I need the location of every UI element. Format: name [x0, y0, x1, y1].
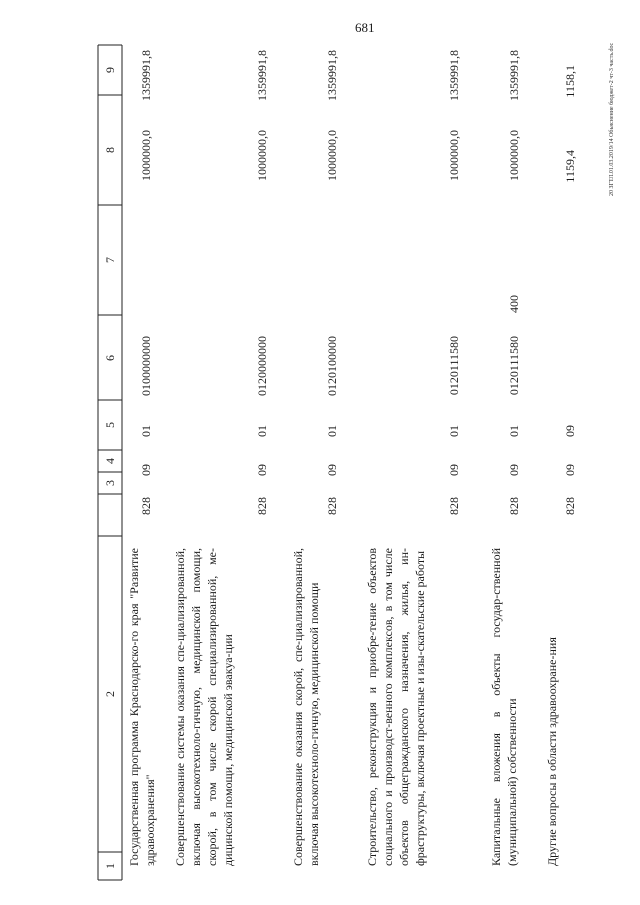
- cell-c3: 828: [447, 497, 461, 515]
- row-name: Совершенствование оказания скорой, спе-циализированной, включая высокотехноло-гичную, медицинской помощи: [291, 548, 321, 866]
- cell-c8: 1000000,0: [255, 130, 269, 181]
- cell-c9: 1359991,8: [139, 50, 153, 101]
- cell-c9: 1158,1: [563, 65, 577, 98]
- cell-c4: 09: [325, 464, 339, 476]
- row-name: Совершенствование системы оказания спе-циализированной, включая высокотехноло-гичную, медицинской помощи, скорой, в том числе скорой специализированной, ме-дицинской помощи, медицинской эвакуа-ции: [173, 548, 235, 866]
- cell-c6: 0120100000: [325, 336, 339, 396]
- header-col-2: 2: [103, 691, 117, 697]
- cell-c9: 1359991,8: [447, 50, 461, 101]
- cell-c3: 828: [255, 497, 269, 515]
- cell-c6: 0120000000: [255, 336, 269, 396]
- page-number: 681: [355, 20, 375, 35]
- cell-c6: 0120111580: [507, 336, 521, 396]
- cell-c8: 1000000,0: [325, 130, 339, 181]
- header-col-9: 9: [103, 67, 117, 73]
- cell-c5: 01: [255, 425, 269, 437]
- cell-c7: 400: [507, 295, 521, 313]
- cell-c8: 1000000,0: [507, 130, 521, 181]
- header-col-4: 4: [103, 458, 117, 464]
- file-footer-note: 20 ЗГТЛ.01.03.2019/14 Обьяснение бюджет-2 чт-3 часть.doc: [609, 43, 615, 197]
- cell-c8: 1000000,0: [447, 130, 461, 181]
- cell-c9: 1359991,8: [255, 50, 269, 101]
- cell-c6: 0100000000: [139, 336, 153, 396]
- cell-c3: 828: [325, 497, 339, 515]
- cell-c9: 1359991,8: [325, 50, 339, 101]
- cell-c5: 01: [507, 425, 521, 437]
- cell-c8: 1159,4: [563, 150, 577, 183]
- cell-c4: 09: [507, 464, 521, 476]
- cell-c4: 09: [447, 464, 461, 476]
- cell-c6: 0120111580: [447, 336, 461, 396]
- header-col-1: 1: [103, 863, 117, 869]
- header-col-5: 5: [103, 422, 117, 428]
- header-col-8: 8: [103, 147, 117, 153]
- cell-c5: 01: [325, 425, 339, 437]
- cell-c9: 1359991,8: [507, 50, 521, 101]
- cell-c4: 09: [255, 464, 269, 476]
- header-col-3: 3: [103, 480, 117, 486]
- cell-c3: 828: [139, 497, 153, 515]
- cell-c3: 828: [507, 497, 521, 515]
- cell-c5: 01: [139, 425, 153, 437]
- cell-c5: 09: [563, 425, 577, 437]
- row-name: Государственная программа Краснодарско-го края "Развитие здравоохранения": [127, 548, 157, 866]
- row-name: Капитальные вложения в объекты государ-ственной (муниципальной) собственности: [489, 548, 519, 866]
- header-col-6: 6: [103, 354, 117, 361]
- cell-c5: 01: [447, 425, 461, 437]
- row-name: Строительство, реконструкция и приобре-тение объектов социального и производст-венного комплексов, в том числе объектов общегражданского назначения, жилья, ин-фраструктуры, включая проектные и изы-скательские работы: [365, 548, 427, 866]
- row-name: Другие вопросы в области здравоохране-ния: [545, 637, 559, 866]
- cell-c3: 828: [563, 497, 577, 515]
- cell-c4: 09: [563, 464, 577, 476]
- cell-c4: 09: [139, 464, 153, 476]
- cell-c8: 1000000,0: [139, 130, 153, 181]
- header-col-7: 7: [103, 257, 117, 263]
